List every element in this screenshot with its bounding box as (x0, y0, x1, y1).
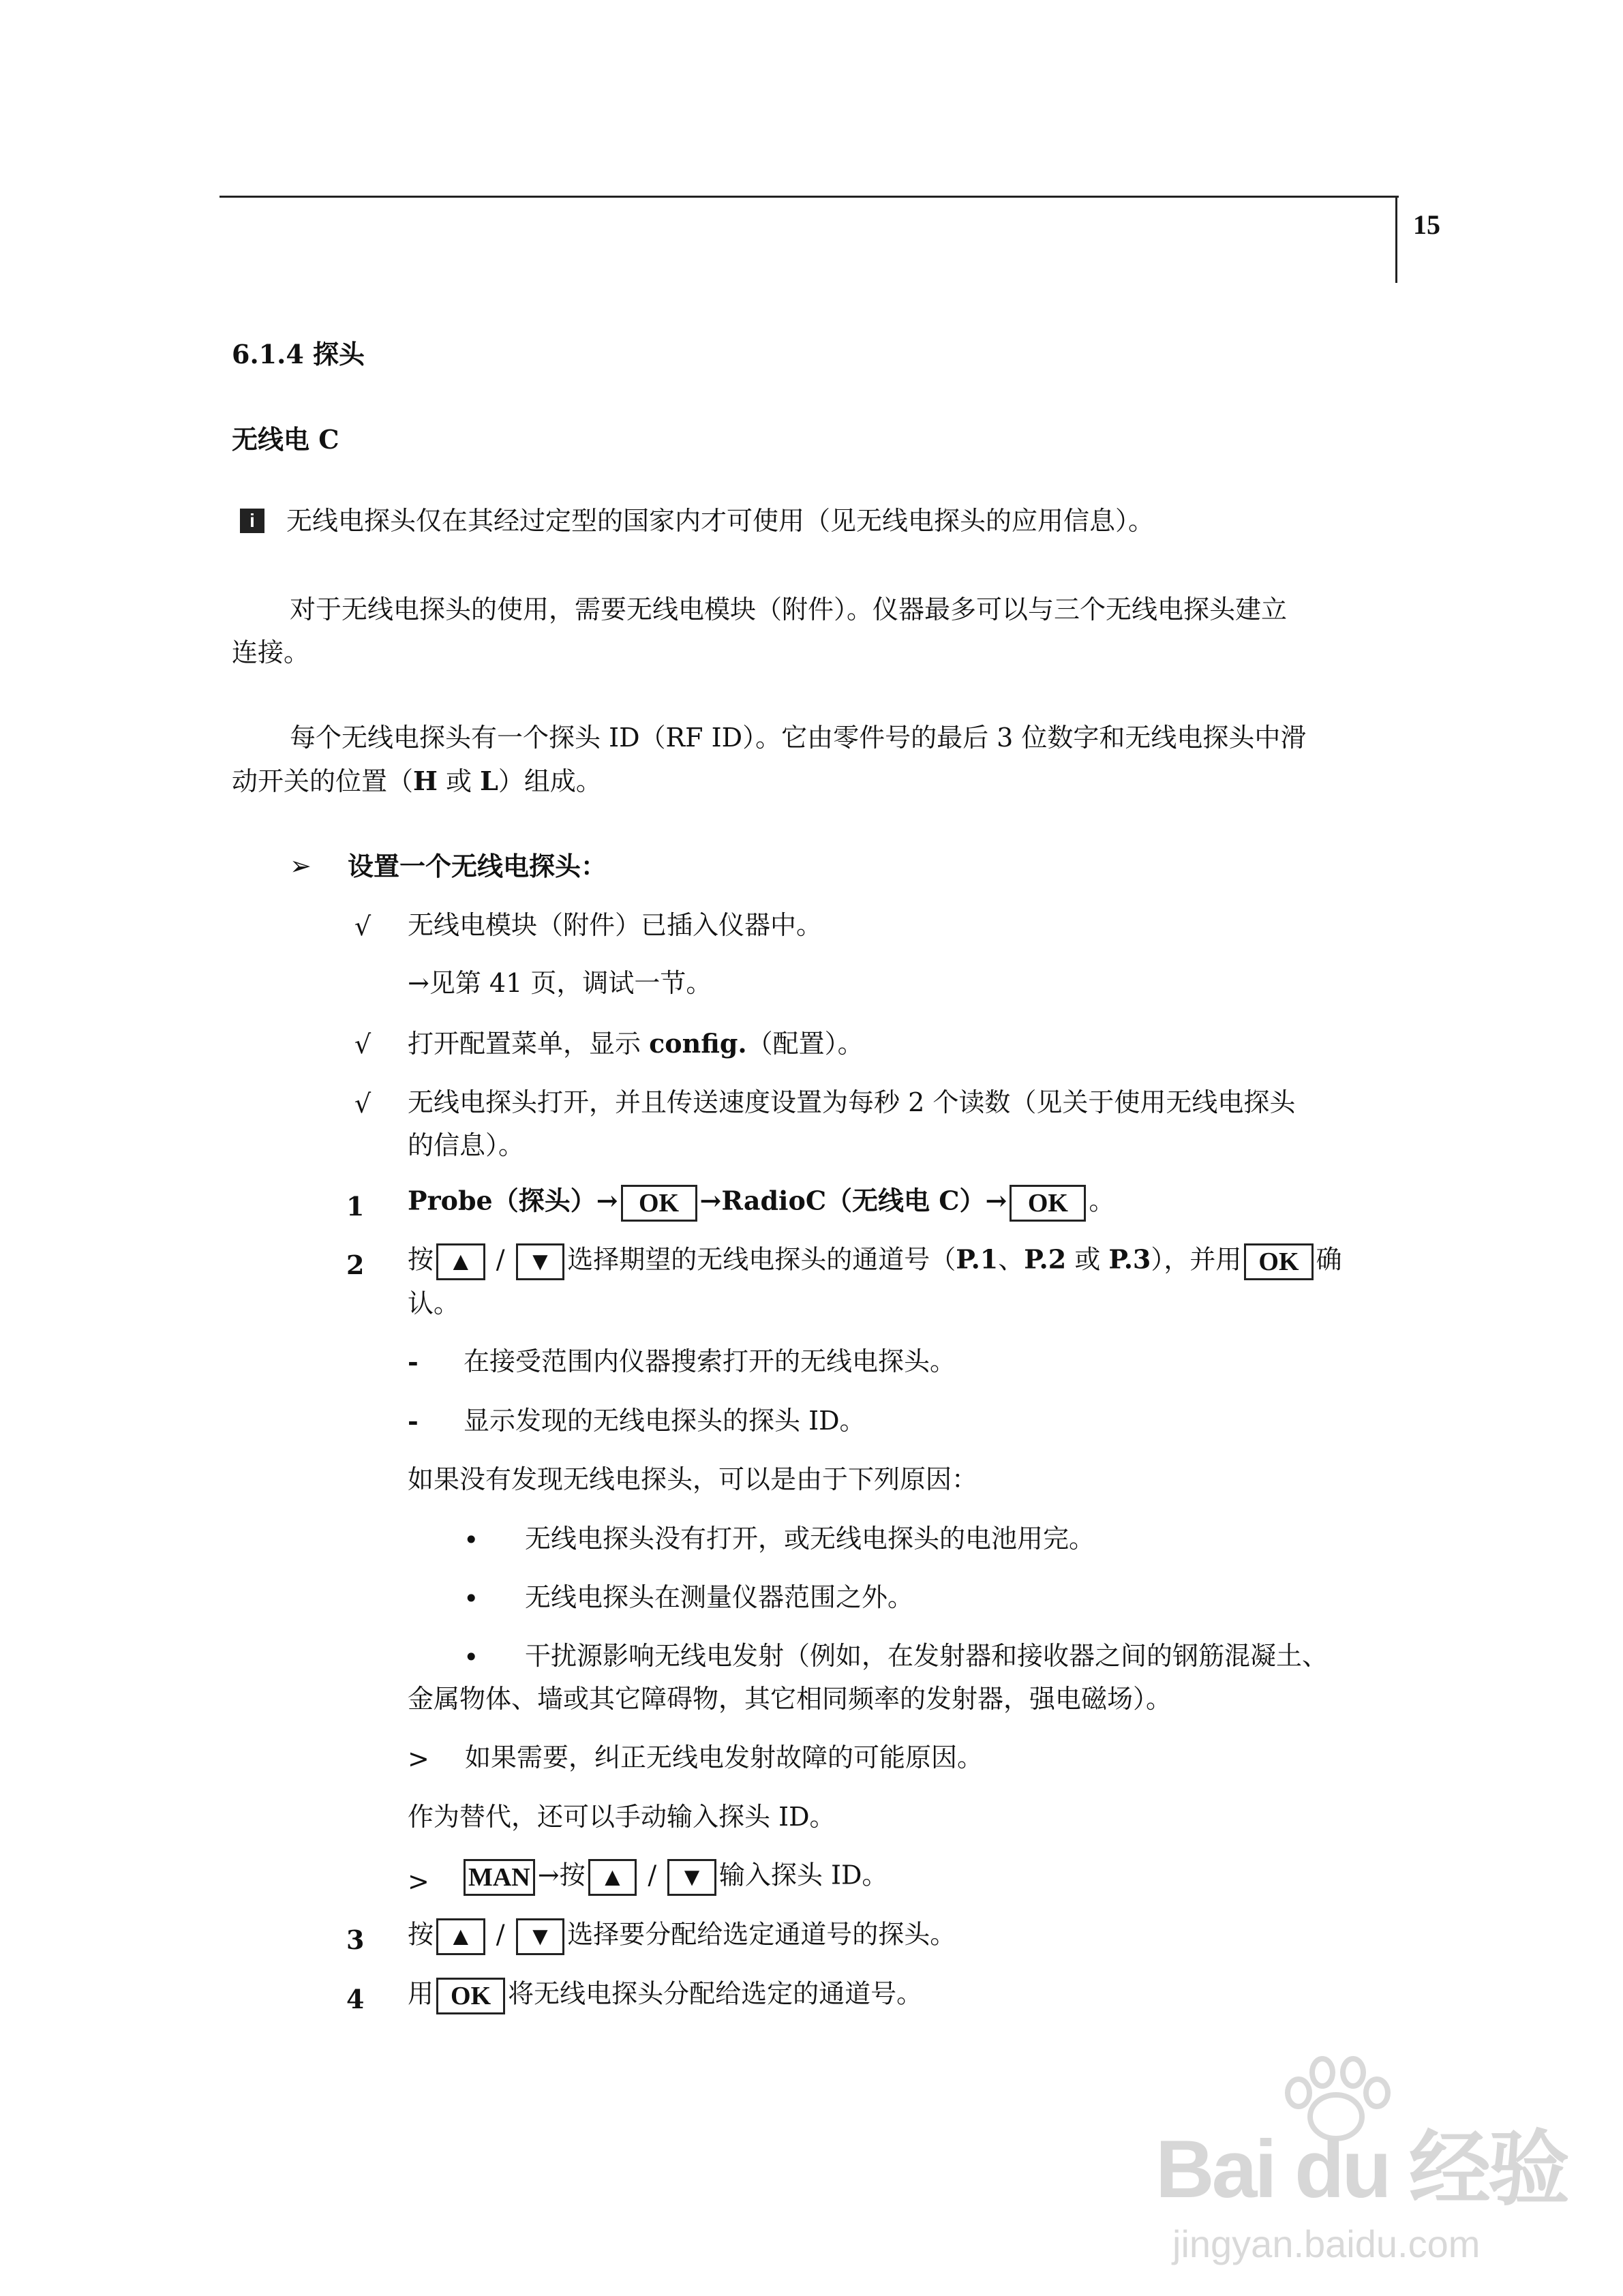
check-mark: √ (354, 911, 371, 941)
watermark-logo: Bai du 经验 (1155, 2124, 1568, 2215)
action-mark: > (408, 1867, 429, 1897)
dash-mark: - (408, 1406, 419, 1436)
action-mark: > (408, 1744, 429, 1774)
header-rule (219, 196, 1399, 198)
subheading: 无线电 C (232, 424, 339, 455)
bullet-dot: • (464, 1642, 479, 1672)
alternative-note: 作为替代，还可以手动输入探头 ID。 (408, 1802, 836, 1832)
watermark-url: jingyan.baidu.com (1172, 2222, 1481, 2265)
step-4: 用 OK 将无线电探头分配给选定的通道号。 (408, 1978, 922, 2014)
paragraph-1-line-2: 连接。 (232, 637, 310, 667)
down-arrow-key-icon: ▼ (516, 1243, 565, 1280)
task-marker: ➢ (290, 851, 312, 881)
page-number: 15 (1413, 209, 1440, 240)
step-number: 4 (346, 1984, 365, 2014)
result-2: 显示发现的无线电探头的探头 ID。 (464, 1406, 866, 1436)
result-1: 在接受范围内仪器搜索打开的无线电探头。 (464, 1346, 956, 1376)
prerequisite-3-line-2: 的信息）。 (408, 1130, 525, 1160)
bullet-item-continuation: 金属物体、墙或其它障碍物，其它相同频率的发射器，强电磁场）。 (408, 1684, 1172, 1714)
action-1: 如果需要，纠正无线电发射故障的可能原因。 (465, 1742, 984, 1772)
step-number: 3 (346, 1924, 365, 1955)
man-key: MAN (464, 1859, 535, 1896)
dash-mark: - (408, 1346, 419, 1377)
step-2-line-1: 按 ▲ / ▼ 选择期望的无线电探头的通道号（P.1、P.2 或 P.3），并用 OK 确 (408, 1243, 1342, 1280)
note-text: 无线电探头仅在其经过定型的国家内才可使用（见无线电探头的应用信息）。 (286, 506, 1155, 536)
task-title: 设置一个无线电探头： (348, 851, 607, 881)
up-arrow-key-icon: ▲ (588, 1859, 637, 1896)
action-2: MAN →按 ▲ / ▼ 输入探头 ID。 (461, 1859, 888, 1896)
cross-reference: →见第 41 页，调试一节。 (408, 968, 712, 998)
step-1: Probe（探头）→ OK →RadioC（无线电 C）→ OK 。 (408, 1185, 1114, 1222)
info-icon: i (240, 509, 264, 533)
step-number: 1 (346, 1191, 365, 1222)
ok-key: OK (436, 1978, 505, 2014)
prerequisite-2: 打开配置菜单，显示 config.（配置）。 (408, 1028, 864, 1059)
up-arrow-key-icon: ▲ (436, 1918, 485, 1955)
down-arrow-key-icon: ▼ (516, 1918, 565, 1955)
ok-key: OK (1010, 1185, 1086, 1222)
check-mark: √ (354, 1029, 371, 1059)
bullet-dot: • (464, 1584, 479, 1614)
header-vertical-rule (1395, 196, 1397, 283)
bullet-dot: • (464, 1525, 479, 1555)
check-mark: √ (354, 1089, 371, 1119)
section-heading: 6.1.4 探头 (232, 339, 365, 369)
paragraph-2-line-1: 每个无线电探头有一个探头 ID（RF ID）。它由零件号的最后 3 位数字和无线电探头中滑 (290, 723, 1307, 753)
up-arrow-key-icon: ▲ (436, 1243, 485, 1280)
paragraph-2-line-2: 动开关的位置（H 或 L）组成。 (232, 766, 602, 796)
paragraph-1-line-1: 对于无线电探头的使用，需要无线电模块（附件）。仪器最多可以与三个无线电探头建立 (290, 594, 1288, 624)
prerequisite-3-line-1: 无线电探头打开，并且传送速度设置为每秒 2 个读数（见关于使用无线电探头 (408, 1087, 1296, 1117)
bullet-item: 干扰源影响无线电发射（例如，在发射器和接收器之间的钢筋混凝土、 (525, 1641, 1329, 1671)
bullet-item: 无线电探头没有打开，或无线电探头的电池用完。 (525, 1524, 1095, 1554)
down-arrow-key-icon: ▼ (667, 1859, 716, 1896)
ok-key: OK (1244, 1243, 1313, 1280)
bullet-item: 无线电探头在测量仪器范围之外。 (525, 1582, 914, 1612)
step-3: 按 ▲ / ▼ 选择要分配给选定通道号的探头。 (408, 1918, 956, 1955)
ok-key: OK (621, 1185, 697, 1222)
if-none-found: 如果没有发现无线电探头，可以是由于下列原因： (408, 1464, 978, 1494)
step-2-line-2: 认。 (408, 1288, 460, 1318)
prerequisite-1: 无线电模块（附件）已插入仪器中。 (408, 910, 823, 940)
step-number: 2 (346, 1250, 365, 1280)
